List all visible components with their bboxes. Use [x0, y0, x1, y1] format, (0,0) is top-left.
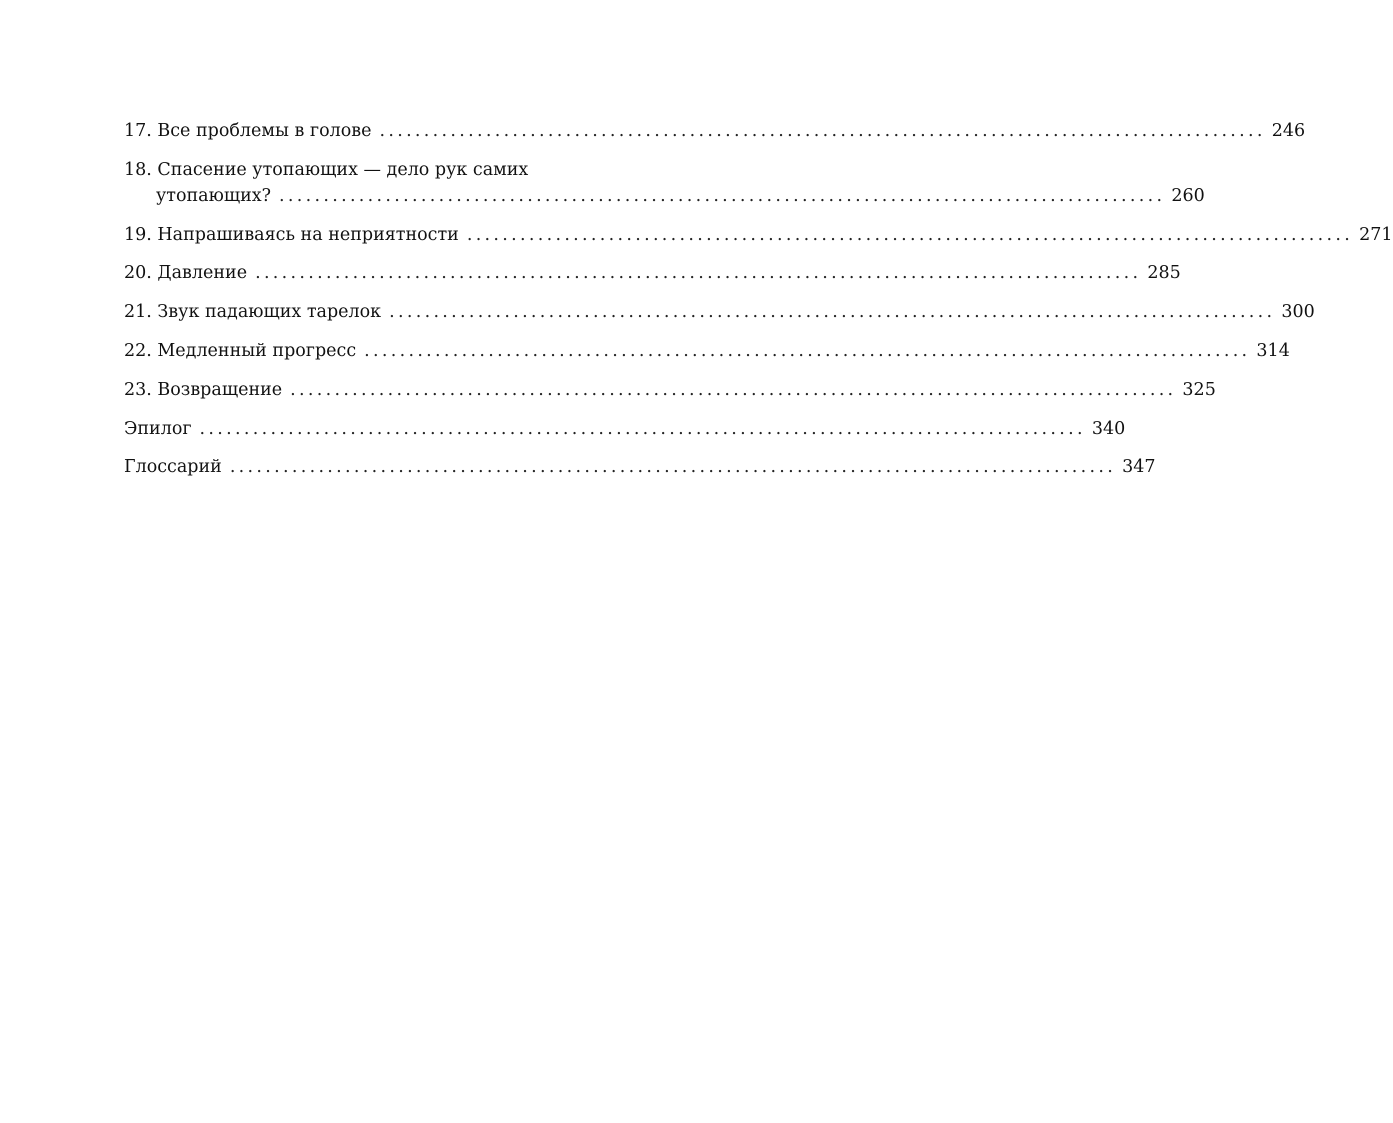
toc-entry-chapter-21[interactable]	[124, 299, 1315, 325]
toc-entry-title: 19. Напрашиваясь на неприятности	[124, 224, 459, 245]
toc-entry-title: 22. Медленный прогресс	[124, 340, 357, 361]
toc-entry-page: 246	[1271, 121, 1306, 141]
toc-entry-page: 314	[1256, 340, 1290, 361]
toc-entry-title: 17. Все проблемы в голове	[124, 121, 372, 141]
dot-leader: ....................................................................................................	[290, 379, 1177, 400]
toc-entry-page: 340	[1091, 418, 1126, 439]
toc-entry-epilogue[interactable]	[124, 416, 1126, 442]
dot-leader: ....................................................................................................	[466, 224, 1354, 245]
toc-entry-chapter-20[interactable]	[124, 260, 1181, 286]
toc-entry-chapter-19[interactable]	[124, 222, 1393, 248]
dot-leader: ....................................................................................................	[255, 263, 1142, 284]
dot-leader: ....................................................................................................	[379, 121, 1266, 141]
toc-entry-chapter-22[interactable]	[124, 338, 1290, 364]
dot-leader: ....................................................................................................	[364, 340, 1251, 361]
toc-entry-chapter-23[interactable]	[124, 377, 1216, 403]
toc-entry-title-continuation: утопающих?	[156, 185, 272, 206]
dot-leader: ....................................................................................................	[279, 185, 1166, 206]
toc-entry-glossary[interactable]	[124, 454, 1156, 480]
table-of-contents	[124, 118, 1393, 493]
toc-entry-title: 21. Звук падающих тарелок	[124, 302, 382, 323]
toc-entry-page: 347	[1122, 457, 1156, 478]
dot-leader: ....................................................................................................	[199, 418, 1086, 439]
toc-entry-chapter-18[interactable]	[124, 157, 1205, 209]
toc-entry-page: 260	[1171, 185, 1205, 206]
toc-entry-title: Эпилог	[124, 418, 192, 439]
toc-entry-title: 23. Возвращение	[124, 379, 283, 400]
toc-entry-page: 325	[1182, 379, 1216, 400]
toc-entry-page: 271	[1359, 224, 1393, 245]
toc-entry-chapter-17[interactable]	[124, 118, 1306, 144]
toc-entry-title: 20. Давление	[124, 263, 248, 284]
toc-entry-page: 285	[1147, 263, 1181, 284]
toc-entry-page: 300	[1281, 302, 1315, 323]
dot-leader: ....................................................................................................	[229, 457, 1117, 478]
toc-entry-title: 18. Спасение утопающих — дело рук самих	[124, 159, 529, 180]
toc-entry-title: Глоссарий	[124, 457, 222, 478]
dot-leader: ....................................................................................................	[389, 302, 1276, 323]
